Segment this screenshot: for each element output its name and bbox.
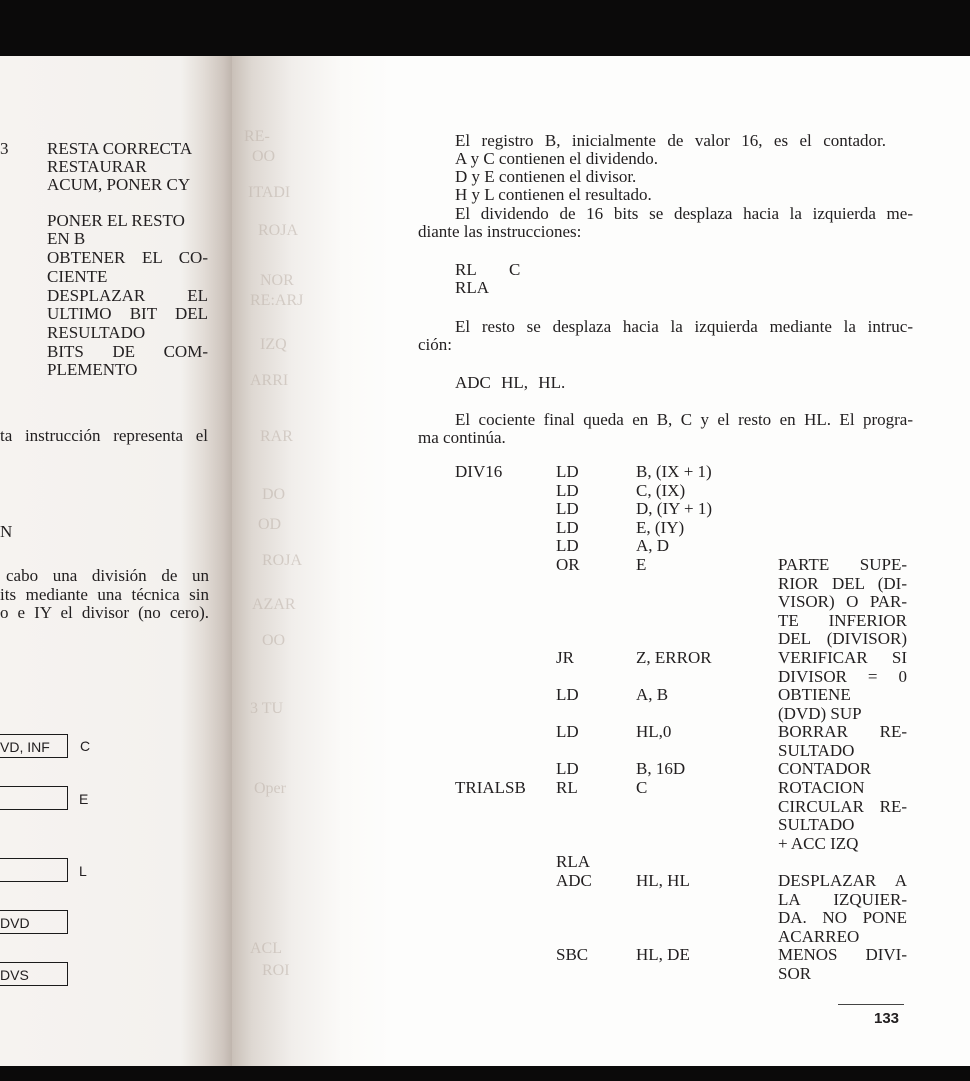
listing-opcode: JR [556,648,574,667]
intro-line: El dividendo de 16 bits se desplaza hacia la izquierda me- [455,204,913,223]
listing-operand: HL, DE [636,945,690,964]
note-line: RESTAURAR [47,157,147,176]
note-line: DESPLAZAR EL [47,286,208,305]
page-number: 133 [874,1010,900,1027]
listing-opcode: LD [556,759,579,778]
page-number-rule [838,1004,904,1005]
listing-operand: A, B [636,685,669,704]
listing-opcode: RLA [556,852,590,871]
note-line: BITS DE COM- [47,342,208,361]
listing-comment: VERIFICAR SI [778,648,907,667]
listing-opcode: LD [556,462,579,481]
listing-operand: D, (IY + 1) [636,499,712,518]
register-label: E [79,791,89,807]
note-fragment: 3 [0,139,9,158]
listing-opcode: SBC [556,945,589,964]
listing-comment: (DVD) SUP [778,703,862,723]
listing-comment: SULTADO [778,740,855,760]
intro-line: A y C contienen el dividendo. [455,149,659,168]
listing-opcode: LD [556,722,579,741]
note-line: RESULTADO [47,323,146,342]
code-op: RLA [455,278,489,297]
listing-comment: ACARREO [778,926,860,946]
listing-comment: SOR [778,963,812,983]
listing-comment: DIVISOR = 0 [778,666,907,686]
note-line: ULTIMO BIT DEL [47,304,208,323]
intro-line: H y L contienen el resultado. [455,185,652,204]
book-scan: RE- OO ITADI ROJA NOR RE:ARJ IZQ ARRI RAR DO OD ROJA AZAR OO 3 TU Oper ACL ROI [0,0,970,1081]
listing-comment: RIOR DEL (DI- [778,573,907,593]
listing-operand: E, (IY) [636,518,685,537]
register-label: C [80,738,91,754]
listing-opcode: OR [556,555,580,574]
note-line: EN B [47,229,86,248]
left-paragraph: ta instrucción representa el [0,426,208,445]
note-line: OBTENER EL CO- [47,248,208,267]
paragraph: El cociente final queda en B, C y el resto en HL. El progra- [455,410,913,429]
code-op: RL [455,260,477,279]
listing-comment: DEL (DIVISOR) [778,629,907,649]
listing-comment: ROTACION [778,778,865,797]
note-line: CIENTE [47,267,108,286]
note-line: ACUM, PONER CY [47,175,191,194]
listing-comment: DA. NO PONE [778,908,907,928]
listing-operand: A, D [636,536,670,555]
listing-opcode: ADC [556,871,592,890]
listing-comment: BORRAR RE- [778,722,907,741]
code-line: ADC HL, HL. [455,373,566,392]
listing-comment: PARTE SUPE- [778,555,907,574]
listing-comment: LA IZQUIER- [778,889,907,909]
listing-comment: DESPLAZAR A [778,871,907,890]
listing-label: TRIALSB [455,778,526,797]
register-box [0,858,68,882]
left-paragraph: cabo una división de un [6,566,209,585]
listing-comment: + ACC IZQ [778,833,859,853]
listing-operand: E [636,555,647,574]
listing-operand: Z, ERROR [636,648,712,667]
note-line: RESTA CORRECTA [47,139,193,158]
register-box: DVS [0,962,68,986]
listing-operand: C, (IX) [636,481,686,500]
listing-operand: HL,0 [636,722,672,741]
note-line: PLEMENTO [47,360,138,379]
paragraph: ma continúa. [418,428,506,447]
listing-comment: TE INFERIOR [778,610,907,630]
listing-operand: HL, HL [636,871,690,890]
listing-comment: OBTIENE [778,685,851,704]
register-box: VD, INF [0,734,68,758]
code-arg: C [509,260,521,279]
intro-line: diante las instrucciones: [418,222,582,241]
listing-comment: VISOR) O PAR- [778,592,907,612]
left-paragraph: its mediante una técnica sin [0,585,209,604]
listing-comment: SULTADO [778,815,855,835]
listing-opcode: LD [556,481,579,500]
left-heading-fragment: N [0,522,13,541]
listing-operand: B, (IX + 1) [636,462,712,481]
listing-operand: B, 16D [636,759,686,778]
register-box: DVD [0,910,68,934]
intro-line: D y E contienen el divisor. [455,167,637,186]
listing-opcode: LD [556,518,579,537]
listing-opcode: LD [556,499,579,518]
intro-line: El registro B, inicialmente de valor 16, es el contador. [455,131,886,150]
listing-comment: CIRCULAR RE- [778,796,907,816]
paragraph: ción: [418,335,452,354]
listing-opcode: LD [556,536,579,555]
register-box [0,786,68,810]
listing-comment: MENOS DIVI- [778,945,907,964]
listing-label: DIV16 [455,462,503,481]
register-label: L [79,863,87,879]
left-paragraph: o e IY el divisor (no cero). [0,603,209,622]
listing-operand: C [636,778,648,797]
listing-opcode: RL [556,778,578,797]
listing-comment: CONTADOR [778,759,872,778]
note-line: PONER EL RESTO [47,211,185,230]
paragraph: El resto se desplaza hacia la izquierda mediante la intruc- [455,317,913,336]
listing-opcode: LD [556,685,579,704]
